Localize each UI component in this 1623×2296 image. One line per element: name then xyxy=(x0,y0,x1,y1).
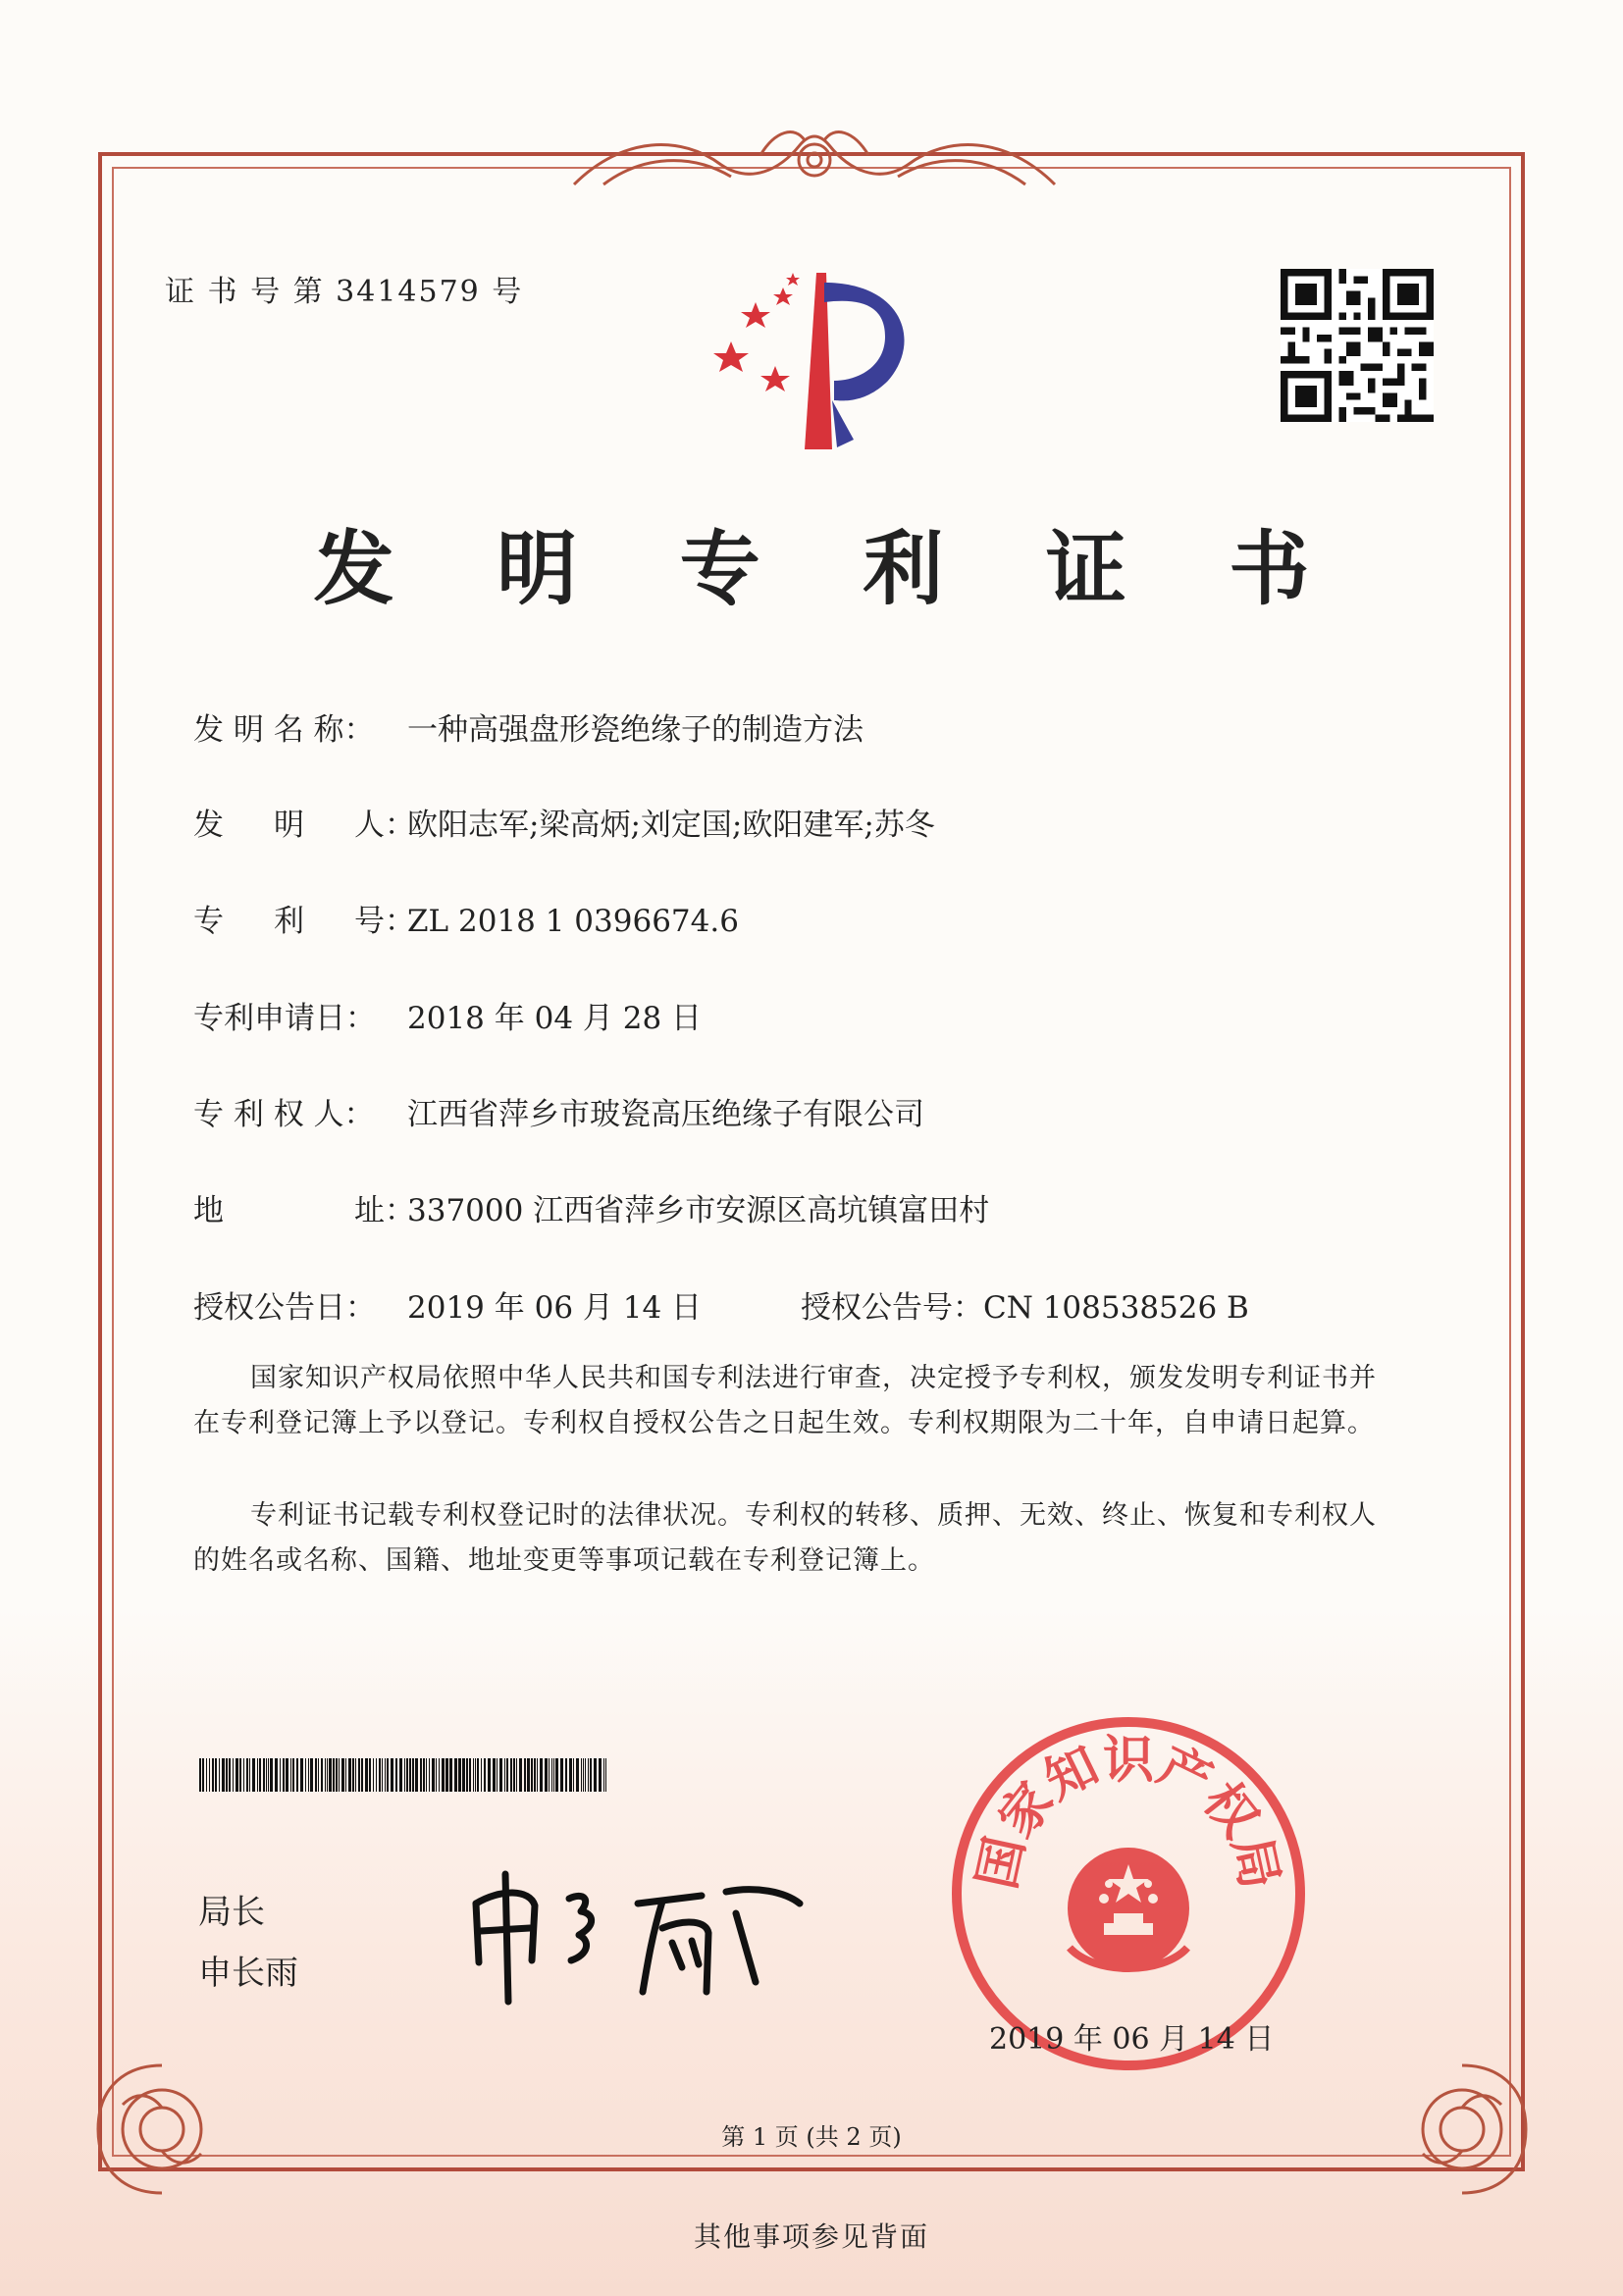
top-ornament-icon xyxy=(564,116,1065,192)
director-name: 申长雨 xyxy=(198,1954,298,1993)
field-label: 发 明 人 ： xyxy=(193,808,415,843)
field-patentee xyxy=(193,1089,924,1133)
barcode-icon xyxy=(199,1758,606,1792)
field-value: 2018 年 04 月 28 日 xyxy=(407,1001,703,1036)
field-patent-no xyxy=(193,896,739,940)
field-invention-name xyxy=(193,704,864,749)
field-value: CN 108538526 B xyxy=(983,1290,1249,1326)
director-title: 局长 xyxy=(198,1893,265,1932)
certificate-number: 证 书 号 第 3414579 号 xyxy=(165,275,524,309)
field-grant-date xyxy=(193,1282,1249,1327)
footer-note: 其他事项参见背面 xyxy=(693,2220,929,2253)
field-value: 江西省萍乡市玻瓷高压绝缘子有限公司 xyxy=(407,1097,924,1132)
certificate-title: 发 明 专 利 证 书 xyxy=(313,522,1347,616)
field-label: 授权公告号： xyxy=(801,1290,983,1326)
field-label: 授权公告日： xyxy=(193,1290,376,1326)
legal-paragraph: 专利证书记载专利权登记时的法律状况。专利权的转移、质押、无效、终止、恢复和专利权人的姓名或名称、国籍、地址变更等事项记载在专利登记簿上。 xyxy=(193,1500,1377,1576)
field-value: ZL 2018 1 0396674.6 xyxy=(407,904,739,939)
field-value: 一种高强盘形瓷绝缘子的制造方法 xyxy=(407,712,864,748)
field-label: 发 明 名 称： xyxy=(193,712,375,748)
seal-text: 国家知识产权局 xyxy=(968,1731,1289,1895)
field-value: 欧阳志军;梁高炳;刘定国;欧阳建军;苏冬 xyxy=(407,808,935,843)
page-number: 第 1 页 (共 2 页) xyxy=(721,2123,902,2151)
field-value: 337000 江西省萍乡市安源区高坑镇富田村 xyxy=(407,1193,990,1228)
field-application-date xyxy=(193,993,702,1037)
field-label: 专 利 号 ： xyxy=(193,904,415,939)
legal-paragraph: 国家知识产权局依照中华人民共和国专利法进行审查，决定授予专利权，颁发发明专利证书并在专利登记簿上予以登记。专利权自授权公告之日起生效。专利权期限为二十年，自申请日起算。 xyxy=(193,1363,1377,1438)
field-address xyxy=(193,1185,989,1229)
field-label: 专利申请日： xyxy=(193,1001,376,1036)
seal-date: 2019 年 06 月 14 日 xyxy=(989,2022,1275,2057)
handwritten-signature-icon xyxy=(461,1845,814,2011)
field-value: 2019 年 06 月 14 日 xyxy=(407,1290,703,1326)
cnipa-logo-icon xyxy=(677,263,932,454)
field-grant-no xyxy=(801,1282,1249,1327)
director-block xyxy=(198,1882,298,2004)
field-label: 地 址 ： xyxy=(193,1193,415,1228)
field-inventors xyxy=(193,800,935,844)
qr-code-icon xyxy=(1281,269,1434,422)
field-label: 专 利 权 人： xyxy=(193,1097,375,1132)
